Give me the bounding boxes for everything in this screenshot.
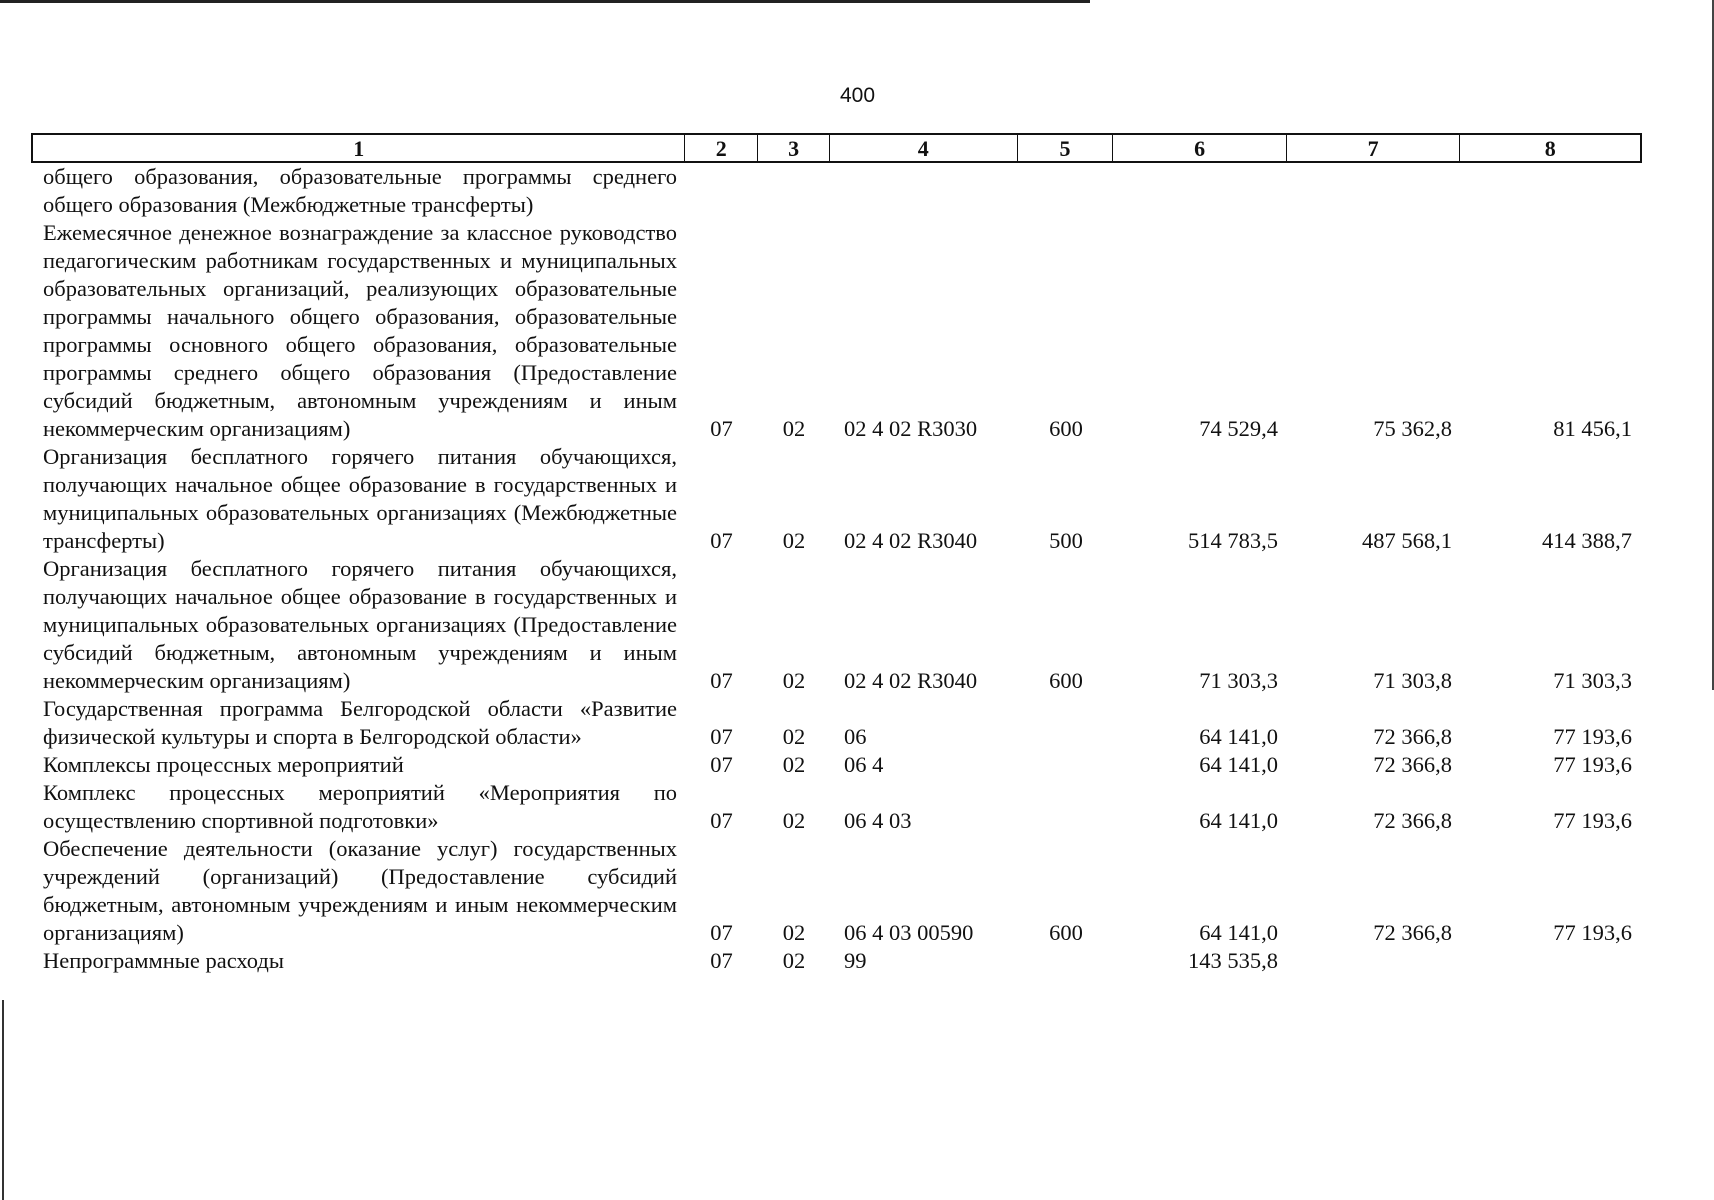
amount-col-7: 72 366,8	[1373, 724, 1452, 749]
row-description: Непрограммные расходы	[43, 948, 284, 973]
amount-col-8: 77 193,6	[1553, 724, 1632, 749]
amount-col-7: 72 366,8	[1373, 920, 1452, 945]
target-article-code: 06 4 03	[844, 808, 912, 833]
target-article-code: 06 4 03 00590	[844, 920, 974, 945]
subsection-code: 02	[782, 668, 806, 693]
expense-type-code: 600	[1049, 668, 1083, 693]
section-code: 07	[710, 752, 733, 777]
amount-col-8: 414 388,7	[1542, 528, 1632, 553]
section-code: 07	[710, 416, 733, 441]
column-header-1: 1	[33, 135, 685, 161]
row-description: Государственная программа Белгородской области «Развитие физической культуры и спорта в Белгородской области»	[43, 696, 677, 749]
subsection-code: 02	[782, 948, 806, 973]
expense-type-code: 600	[1049, 416, 1083, 441]
column-header-5: 5	[1018, 135, 1114, 161]
scan-edge-top	[0, 0, 1090, 3]
amount-col-6: 64 141,0	[1199, 808, 1278, 833]
scan-edge-left	[2, 1000, 4, 1200]
column-header-6: 6	[1113, 135, 1287, 161]
table-row	[31, 751, 1642, 779]
amount-col-8: 77 193,6	[1553, 752, 1632, 777]
subsection-code: 02	[782, 920, 806, 945]
amount-col-7: 487 568,1	[1362, 528, 1452, 553]
amount-col-7: 72 366,8	[1373, 808, 1452, 833]
row-description: Комплекс процессных мероприятий «Мероприятия по осуществлению спортивной подготовки»	[43, 780, 677, 833]
table-header	[31, 133, 1642, 163]
target-article-code: 99	[844, 948, 867, 973]
column-header-4: 4	[830, 135, 1018, 161]
row-description: Организация бесплатного горячего питания обучающихся, получающих начальное общее образование в государственных и муниципальных образовательных организациях (Межбюджетные трансферты)	[43, 444, 677, 553]
target-article-code: 02 4 02 R3040	[844, 528, 978, 553]
subsection-code: 02	[782, 724, 806, 749]
budget-table	[31, 133, 1642, 975]
row-description: общего образования, образовательные программы среднего общего образования (Межбюджетные трансферты)	[43, 164, 677, 217]
column-header-7: 7	[1287, 135, 1461, 161]
row-description: Обеспечение деятельности (оказание услуг) государственных учреждений (организаций) (Предоставление субсидий бюджетным, автономным учреждениям и иным некоммерческим организациям)	[43, 836, 677, 945]
section-code: 07	[710, 808, 733, 833]
subsection-code: 02	[782, 752, 806, 777]
amount-col-7: 75 362,8	[1373, 416, 1452, 441]
expense-type-code: 500	[1049, 528, 1083, 553]
section-code: 07	[710, 724, 733, 749]
row-description: Организация бесплатного горячего питания обучающихся, получающих начальное общее образование в государственных и муниципальных образовательных организациях (Предоставление субсидий бюджетным, автономным учреждениям и иным некоммерческим организациям)	[43, 556, 677, 693]
column-header-8: 8	[1544, 136, 1556, 161]
amount-col-6: 71 303,3	[1199, 668, 1278, 693]
column-header-2: 2	[685, 135, 758, 161]
subsection-code: 02	[782, 808, 806, 833]
target-article-code: 02 4 02 R3030	[844, 416, 978, 441]
row-description: Комплексы процессных мероприятий	[43, 752, 404, 777]
table-row	[31, 555, 1642, 695]
amount-col-7: 72 366,8	[1373, 752, 1452, 777]
amount-col-8: 81 456,1	[1553, 416, 1632, 441]
target-article-code: 02 4 02 R3040	[844, 668, 978, 693]
amount-col-6: 514 783,5	[1188, 528, 1278, 553]
target-article-code: 06 4	[844, 752, 884, 777]
amount-col-6: 74 529,4	[1199, 416, 1278, 441]
table-row	[31, 695, 1642, 751]
subsection-code: 02	[782, 416, 806, 441]
amount-col-8: 77 193,6	[1553, 808, 1632, 833]
subsection-code: 02	[782, 528, 806, 553]
table-row	[31, 219, 1642, 443]
table-row	[31, 779, 1642, 835]
amount-col-8: 77 193,6	[1553, 920, 1632, 945]
amount-col-8: 71 303,3	[1553, 668, 1632, 693]
amount-col-6: 64 141,0	[1199, 724, 1278, 749]
table-body	[31, 163, 1642, 975]
page-number: 400	[840, 84, 876, 107]
table-row	[31, 835, 1642, 947]
section-code: 07	[710, 528, 733, 553]
row-description: Ежемесячное денежное вознаграждение за классное руководство педагогическим работникам государственных и муниципальных образовательных организаций, реализующих образовательные программы начального общего образования, образовательные программы основного общего образования, образовательные программы среднего общего образования (Предоставление субсидий бюджетным, автономным учреждениям и иным некоммерческим организациям)	[43, 220, 677, 441]
section-code: 07	[710, 668, 733, 693]
amount-col-6: 64 141,0	[1199, 920, 1278, 945]
amount-col-6: 64 141,0	[1199, 752, 1278, 777]
column-header-3: 3	[758, 135, 830, 161]
amount-col-6: 143 535,8	[1188, 948, 1278, 973]
target-article-code: 06	[844, 724, 867, 749]
table-row	[31, 443, 1642, 555]
expense-type-code: 600	[1049, 920, 1083, 945]
section-code: 07	[710, 920, 733, 945]
table-row	[31, 947, 1642, 975]
table-row	[31, 163, 1642, 219]
section-code: 07	[710, 948, 733, 973]
amount-col-7: 71 303,8	[1373, 668, 1452, 693]
